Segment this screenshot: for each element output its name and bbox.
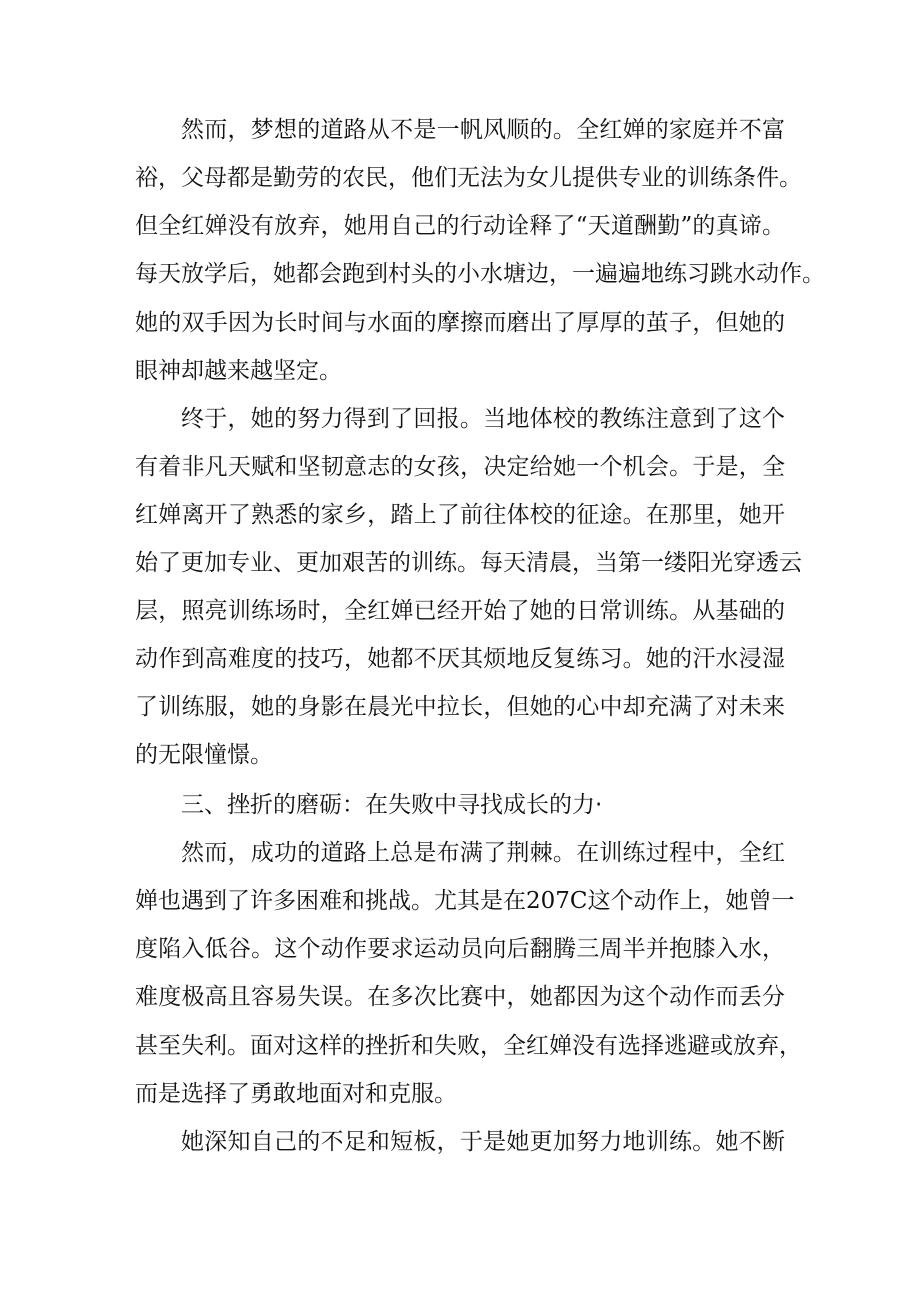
paragraph-line: 而是选择了勇敢地面对和克服。	[135, 1081, 457, 1107]
paragraph-line: 然而，梦想的道路从不是一帆风顺的。全红婵的家庭并不富	[181, 117, 785, 143]
paragraph-line: 每天放学后，她都会跑到村头的小水塘边，一遍遍地练习跳水动作。	[135, 261, 825, 287]
paragraph-line: 婵也遇到了许多困难和挑战。尤其是在207C这个动作上，她曾一	[135, 888, 795, 914]
paragraph-line: 眼神却越来越坚定。	[135, 358, 342, 384]
paragraph-line: 甚至失利。面对这样的挫折和失败，全红婵没有选择逃避或放弃，	[135, 1033, 802, 1059]
paragraph-line: 终于，她的努力得到了回报。当地体校的教练注意到了这个	[181, 406, 785, 432]
paragraph-line: 她深知自己的不足和短板，于是她更加努力地训练。她不断	[181, 1129, 785, 1155]
section-heading: 三、挫折的磨砺：在失败中寻找成长的力·	[181, 792, 603, 818]
paragraph-line: 度陷入低谷。这个动作要求运动员向后翻腾三周半并抱膝入水，	[135, 936, 785, 962]
paragraph-line: 然而，成功的道路上总是布满了荆棘。在训练过程中，全红	[181, 840, 785, 866]
paragraph-line: 但全红婵没有放弃，她用自己的行动诠释了“天道酬勤”的真谛。	[135, 213, 785, 239]
paragraph-line: 有着非凡天赋和坚韧意志的女孩，决定给她一个机会。于是，全	[135, 454, 785, 480]
paragraph-line: 难度极高且容易失误。在多次比赛中，她都因为这个动作而丢分	[135, 984, 785, 1010]
paragraph-line: 红婵离开了熟悉的家乡，踏上了前往体校的征途。在那里，她开	[135, 502, 785, 528]
paragraph-line: 动作到高难度的技巧，她都不厌其烦地反复练习。她的汗水浸湿	[135, 646, 785, 672]
paragraph-line: 她的双手因为长时间与水面的摩擦而磨出了厚厚的茧子，但她的	[135, 310, 785, 336]
paragraph-line: 层，照亮训练场时，全红婵已经开始了她的日常训练。从基础的	[135, 598, 785, 624]
paragraph-line: 了训练服，她的身影在晨光中拉长，但她的心中却充满了对未来	[135, 694, 785, 720]
paragraph-line: 始了更加专业、更加艰苦的训练。每天清晨，当第一缕阳光穿透云	[135, 550, 802, 576]
paragraph-line: 裕，父母都是勤劳的农民，他们无法为女儿提供专业的训练条件。	[135, 165, 802, 191]
paragraph-line: 的无限憧憬。	[135, 742, 273, 768]
